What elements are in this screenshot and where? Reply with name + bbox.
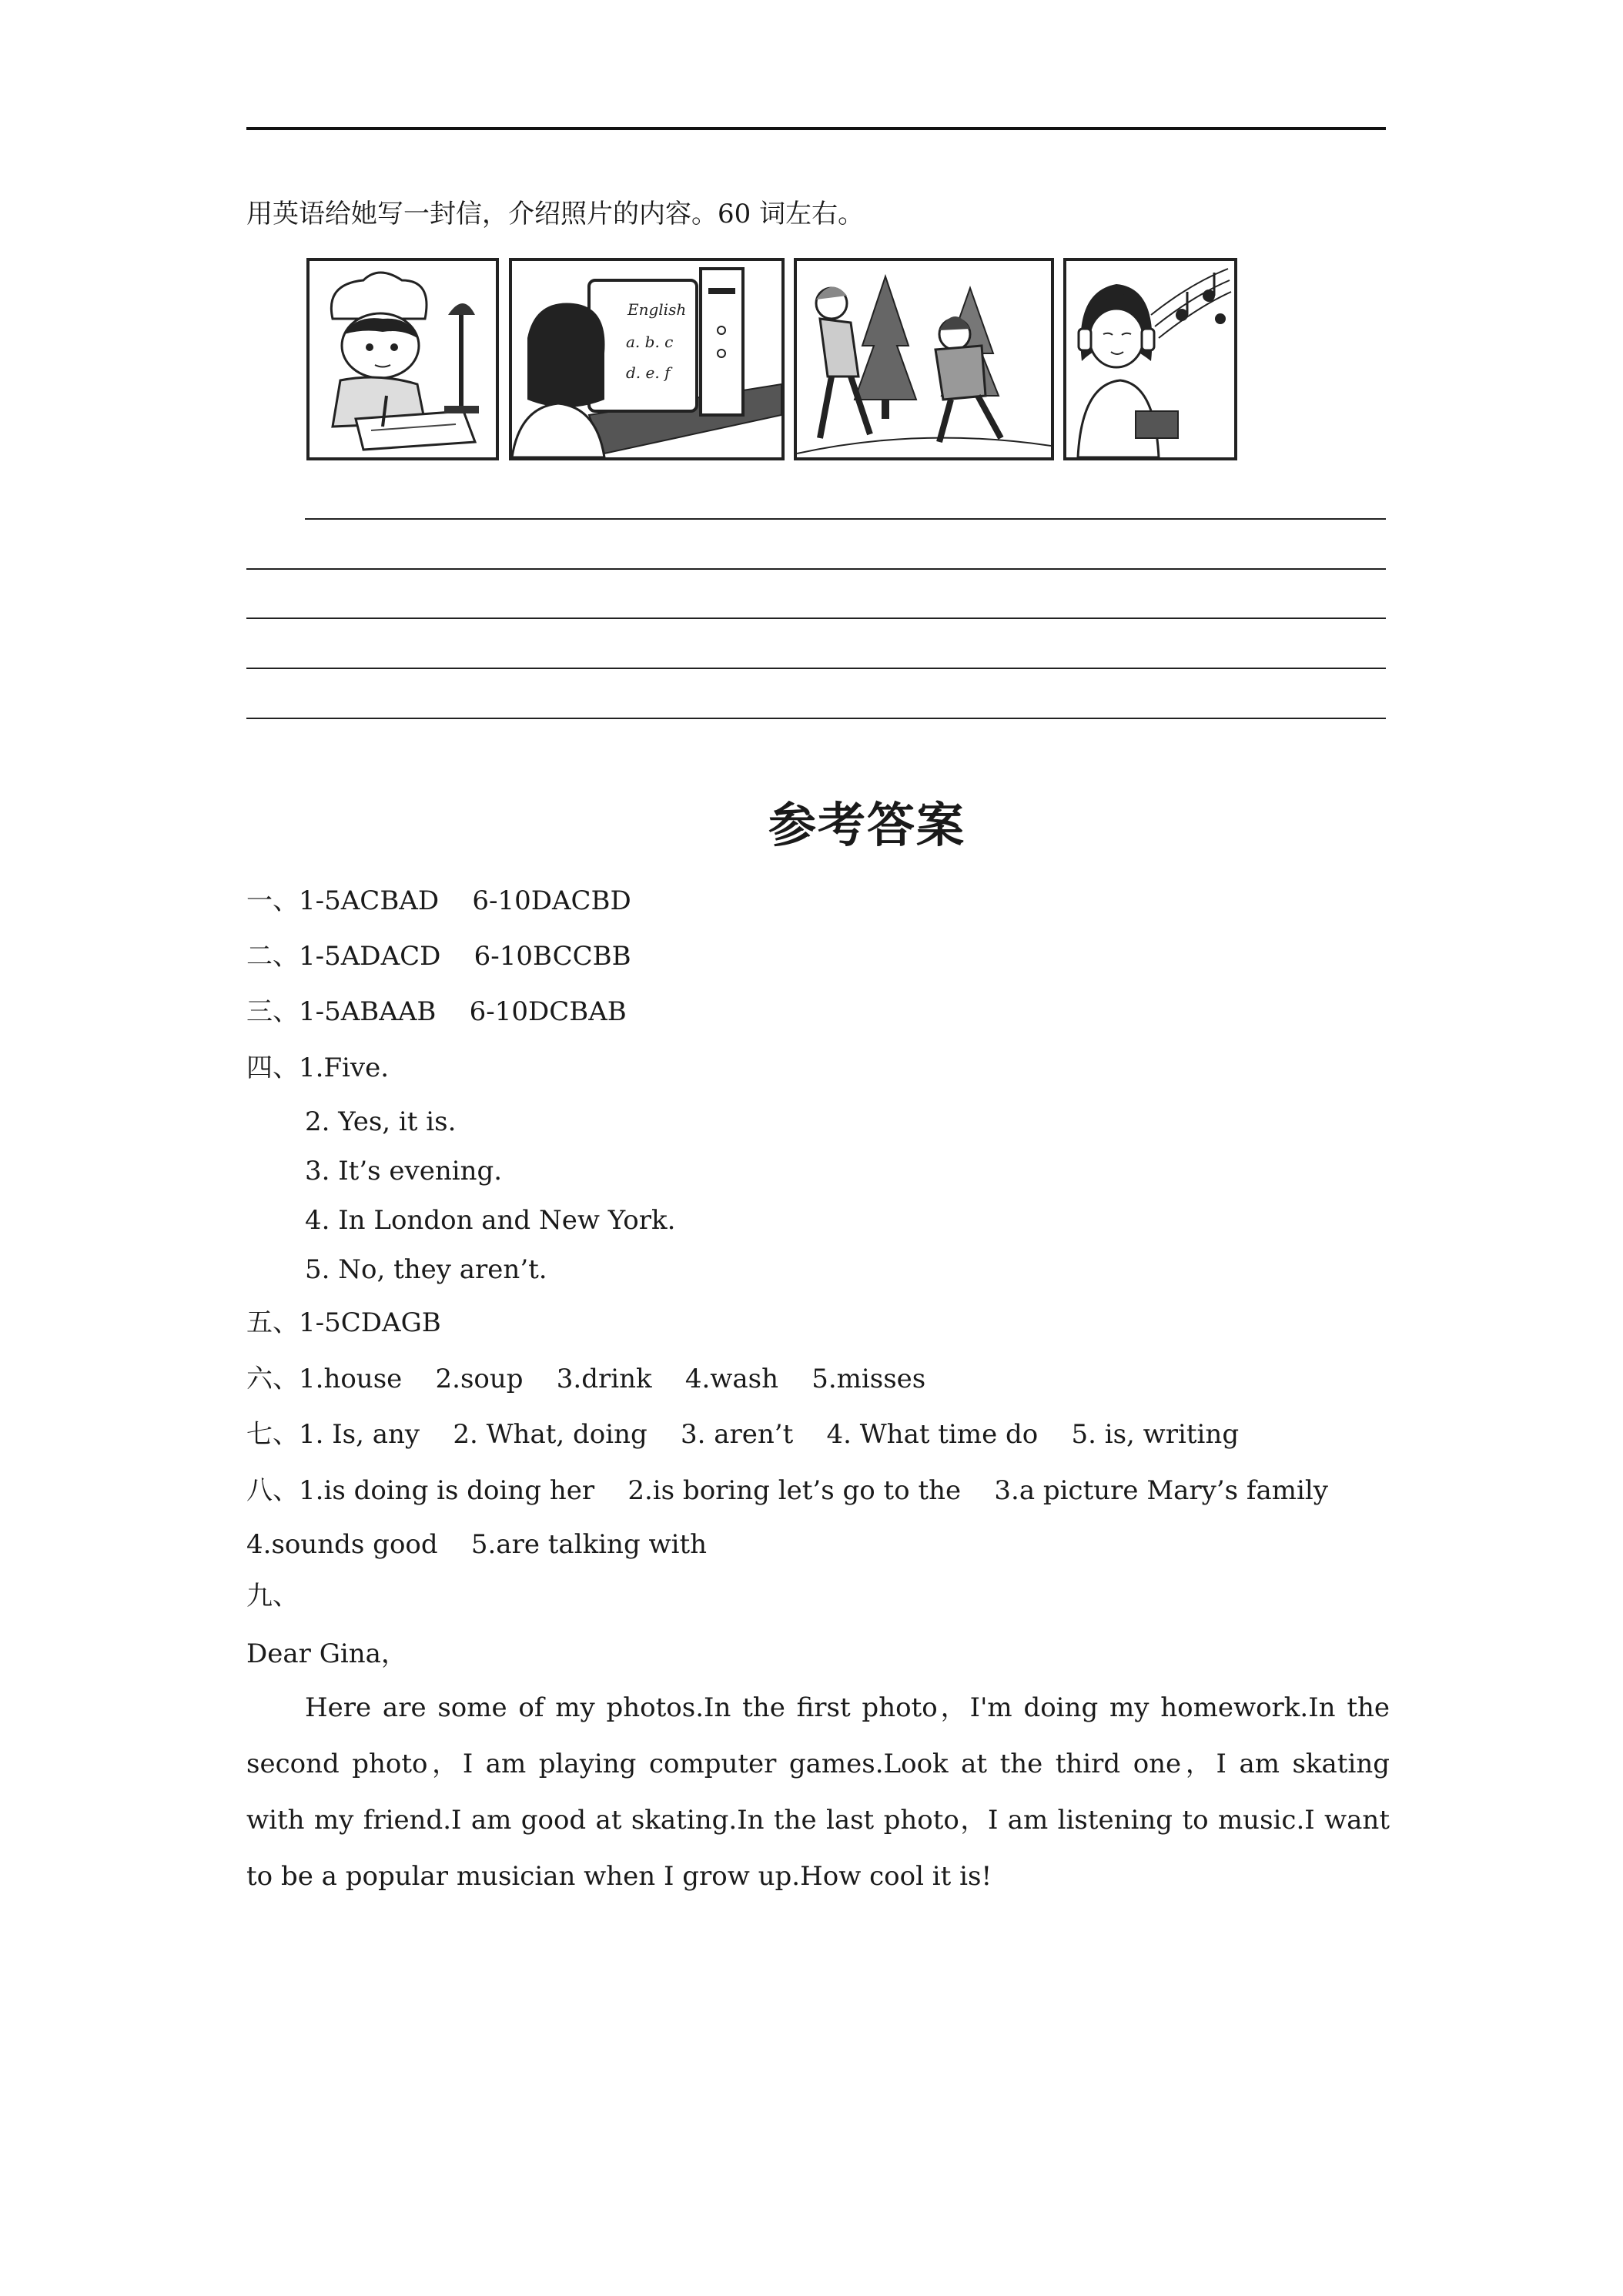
music-illustration — [1066, 261, 1234, 457]
answer-section-6: 六、1.house 2.soup 3.drink 4.wash 5.misses — [246, 1364, 926, 1394]
writing-line-4[interactable] — [246, 668, 1386, 669]
answer-section-3: 三、1-5ABAAB 6-10DCBAB — [246, 996, 627, 1027]
writing-instruction: 用英语给她写一封信，介绍照片的内容。60 词左右。 — [246, 199, 865, 229]
photo-computer — [509, 258, 785, 460]
answer-section-5: 五、1-5CDAGB — [246, 1307, 441, 1338]
photo-homework — [306, 258, 499, 460]
answer-4-item: 3. It’s evening. — [305, 1156, 503, 1186]
answer-section-4: 四、1.Five. — [246, 1053, 390, 1083]
screen-text-1: English — [627, 300, 687, 319]
answer-section-8: 八、1.is doing is doing her 2.is boring let’s go to the 3.a picture Mary’s family — [246, 1475, 1328, 1506]
screen-text-3: d. e. f — [626, 363, 671, 382]
answer-section-1: 一、1-5ACBAD 6-10DACBD — [246, 885, 631, 916]
answer-section-9: 九、 — [246, 1581, 299, 1612]
letter-body: Here are some of my photos.In the first photo，I'm doing my homework.In the second photo，I am playing computer games.Look at the third one，I am skating with my friend.I am good at skating.In the last photo，I am listening to music.I want to be a popular musician when I grow up.How cool it is! — [246, 1692, 1390, 1892]
photo-skating — [794, 258, 1054, 460]
answer-4-item: 5. No, they aren’t. — [305, 1254, 547, 1285]
boy-writing-illustration — [310, 261, 496, 457]
computer-illustration — [512, 261, 781, 457]
answer-section-2: 二、1-5ADACD 6-10BCCBB — [246, 941, 631, 972]
writing-line-5[interactable] — [246, 718, 1386, 719]
writing-line-1[interactable] — [305, 518, 1386, 520]
screen-text-2: a. b. c — [626, 333, 674, 351]
answer-section-7: 七、1. Is, any 2. What, doing 3. aren’t 4. What time do 5. is, writing — [246, 1419, 1240, 1450]
writing-line-3[interactable] — [246, 618, 1386, 619]
skating-illustration — [797, 261, 1051, 457]
answer-4-item: 4. In London and New York. — [305, 1205, 676, 1236]
writing-line-2[interactable] — [246, 568, 1386, 570]
top-divider — [246, 127, 1386, 130]
letter-greeting: Dear Gina， — [246, 1638, 407, 1669]
answer-4-item: 2. Yes, it is. — [305, 1106, 457, 1137]
photo-music — [1063, 258, 1237, 460]
answers-title: 参考答案 — [768, 797, 965, 853]
answer-section-8-cont: 4.sounds good 5.are talking with — [246, 1529, 708, 1560]
